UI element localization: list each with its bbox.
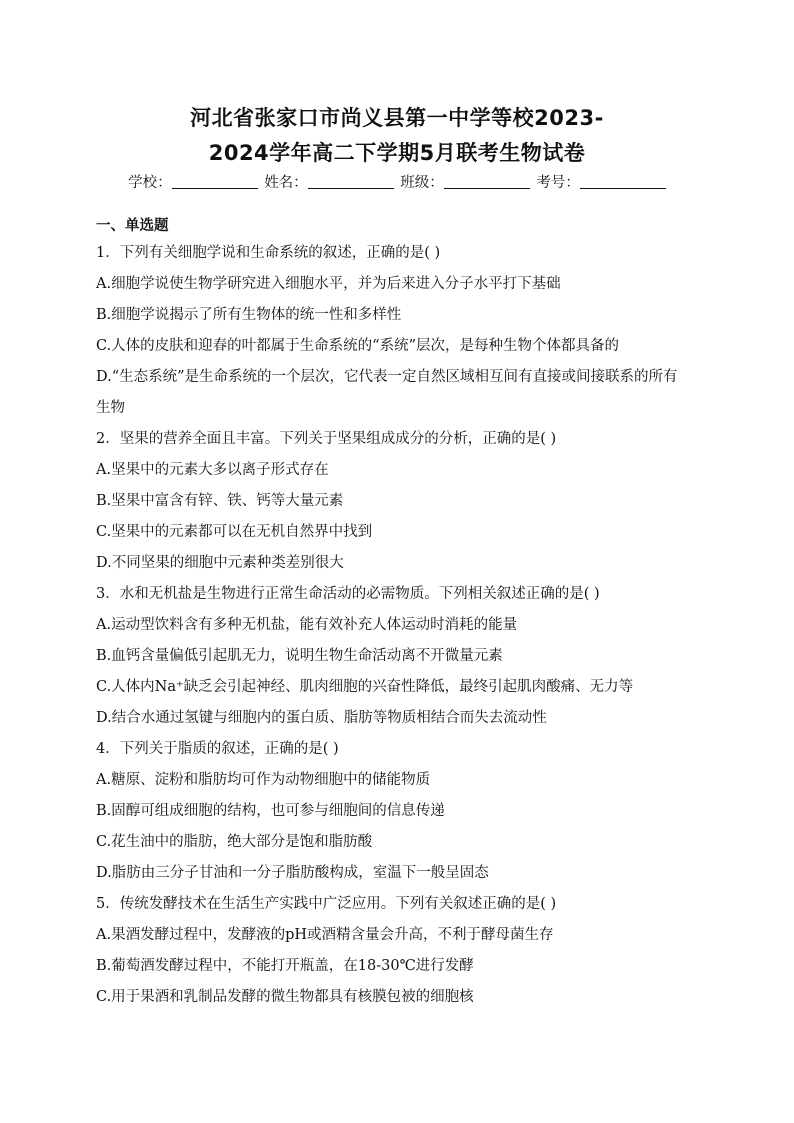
exam-title-line-2: 2024学年高二下学期5月联考生物试卷 bbox=[208, 141, 586, 165]
question-1-option-c: C.人体的皮肤和迎春的叶都属于生命系统的“系统”层次，是每种生物个体都具备的 bbox=[96, 338, 620, 354]
question-2-option-b: B.坚果中富含有锌、铁、钙等大量元素 bbox=[96, 493, 344, 509]
exam-number-field bbox=[536, 171, 666, 192]
question-3-option-d: D.结合水通过氢键与细胞内的蛋白质、脂肪等物质相结合而失去流动性 bbox=[96, 710, 547, 726]
name-label: 姓名： bbox=[264, 175, 308, 191]
section-heading: 一、单选题 bbox=[96, 218, 169, 234]
school-blank[interactable] bbox=[172, 174, 258, 189]
question-2-option-c: C.坚果中的元素都可以在无机自然界中找到 bbox=[96, 524, 373, 540]
question-2-option-a: A.坚果中的元素大多以离子形式存在 bbox=[96, 462, 329, 478]
question-2-option-d: D.不同坚果的细胞中元素种类差别很大 bbox=[96, 555, 344, 571]
name-field bbox=[264, 171, 394, 192]
question-4-option-a: A.糖原、淀粉和脂肪均可作为动物细胞中的储能物质 bbox=[96, 772, 431, 788]
class-label: 班级： bbox=[400, 175, 444, 191]
exam-title-line-1: 河北省张家口市尚义县第一中学等校2023- bbox=[190, 106, 604, 130]
question-5-option-c: C.用于果酒和乳制品发酵的微生物都具有核膜包被的细胞核 bbox=[96, 989, 474, 1005]
student-info-row bbox=[0, 171, 794, 192]
question-1-option-d: D.“生态系统”是生命系统的一个层次，它代表一定自然区域相互间有直接或间接联系的所有生物 bbox=[96, 369, 678, 416]
question-4-option-d: D.脂肪由三分子甘油和一分子脂肪酸构成，室温下一般呈固态 bbox=[96, 865, 489, 881]
question-5-option-a: A.果酒发酵过程中，发酵液的pH或酒精含量会升高，不利于酵母菌生存 bbox=[96, 927, 554, 943]
question-2-stem: 2．坚果的营养全面且丰富。下列关于坚果组成成分的分析，正确的是( ) bbox=[96, 431, 557, 447]
school-label: 学校： bbox=[128, 175, 172, 191]
question-3-option-c: C.人体内Na⁺缺乏会引起神经、肌肉细胞的兴奋性降低，最终引起肌肉酸痛、无力等 bbox=[96, 679, 634, 695]
question-1-stem: 1．下列有关细胞学说和生命系统的叙述，正确的是( ) bbox=[96, 245, 441, 261]
name-blank[interactable] bbox=[308, 174, 394, 189]
question-3-option-a: A.运动型饮料含有多种无机盐，能有效补充人体运动时消耗的能量 bbox=[96, 617, 518, 633]
question-1-option-a: A.细胞学说使生物学研究进入细胞水平，并为后来进入分子水平打下基础 bbox=[96, 276, 561, 292]
question-4-option-c: C.花生油中的脂肪，绝大部分是饱和脂肪酸 bbox=[96, 834, 373, 850]
question-3-option-b: B.血钙含量偏低引起肌无力，说明生物生命活动离不开微量元素 bbox=[96, 648, 503, 664]
question-5-option-b: B.葡萄酒发酵过程中，不能打开瓶盖，在18-30℃进行发酵 bbox=[96, 958, 474, 974]
exam-number-label: 考号： bbox=[536, 175, 580, 191]
question-list bbox=[96, 214, 696, 1013]
question-5-stem: 5．传统发酵技术在生活生产实践中广泛应用。下列有关叙述正确的是( ) bbox=[96, 896, 557, 912]
question-3-stem: 3．水和无机盐是生物进行正常生命活动的必需物质。下列相关叙述正确的是( ) bbox=[96, 586, 600, 602]
question-1-option-b: B.细胞学说揭示了所有生物体的统一性和多样性 bbox=[96, 307, 402, 323]
exam-number-blank[interactable] bbox=[580, 174, 666, 189]
class-blank[interactable] bbox=[444, 174, 530, 189]
question-4-option-b: B.固醇可组成细胞的结构，也可参与细胞间的信息传递 bbox=[96, 803, 445, 819]
school-field bbox=[128, 171, 258, 192]
class-field bbox=[400, 171, 530, 192]
question-4-stem: 4．下列关于脂质的叙述，正确的是( ) bbox=[96, 741, 339, 757]
